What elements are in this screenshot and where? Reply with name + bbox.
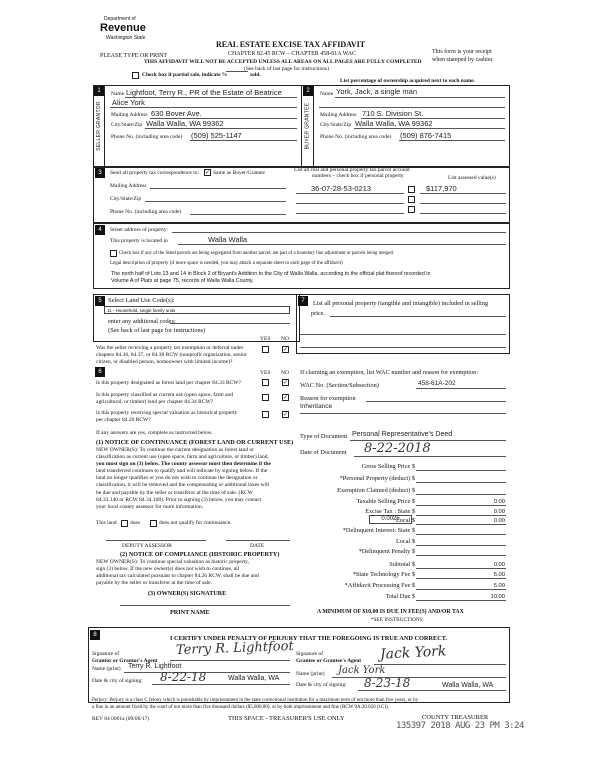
- does-not-label: does not qualify for continuance.: [159, 520, 232, 526]
- reason-label: Reason for exemption: [300, 395, 356, 402]
- doc-type-label: Type of Document: [300, 433, 348, 440]
- personal-property-label: List all personal property (tangible and intangible) included in selling: [313, 300, 489, 307]
- send-label: Send all property tax correspondence to:: [110, 170, 200, 176]
- personal-prop-checkbox-1[interactable]: [408, 186, 415, 193]
- rule: [319, 107, 505, 108]
- notice2-body: NEW OWNER(S): To continue special valuation as historic property, sign (3) below. If the new owner(s) does not wish to continue, all additional tax calculated pursuant to chapter 84.26 RCW, shall be due and payable by the seller or transferor at the time of sale.: [96, 559, 259, 587]
- historic-no-checkbox[interactable]: ✓: [283, 411, 289, 418]
- same-as-buyer-checkbox[interactable]: ✓: [205, 169, 211, 176]
- grantee-sig-label-1: Signature of: [296, 651, 324, 657]
- rule: [226, 540, 290, 541]
- rule: [296, 193, 404, 194]
- calc-rule: [416, 534, 506, 535]
- rule: [335, 97, 505, 98]
- section-4-number: 4: [95, 225, 105, 235]
- calc-label: Excise Tax : State $: [365, 508, 415, 515]
- assessed-value[interactable]: $117,970: [426, 184, 457, 193]
- grantor-name[interactable]: Terry R. Lightfoot: [128, 663, 182, 670]
- calc-label: Local $: [395, 538, 415, 545]
- section-7-number: 7: [298, 296, 308, 306]
- rule: [124, 672, 290, 673]
- rule: [190, 140, 297, 141]
- section-8-number: 8: [90, 630, 100, 640]
- rule: [300, 334, 506, 335]
- treasurer-space: THIS SPACE - TREASURER'S USE ONLY: [228, 715, 345, 722]
- grantee-name[interactable]: Jack York: [338, 665, 386, 676]
- section-6-number: 6: [95, 367, 105, 377]
- rule: [300, 347, 506, 348]
- seller-name-2[interactable]: Alice York: [112, 98, 145, 107]
- forest-yes-checkbox[interactable]: [262, 379, 269, 386]
- sec5-q1c: citizen, or disabled person, homeowner with limited income)?: [96, 359, 233, 365]
- buyer-phone[interactable]: (509) 876-7415: [400, 131, 452, 140]
- calc-value[interactable]: 0.00: [493, 562, 505, 568]
- land-use-select[interactable]: 11 - Household, single family units: [104, 306, 290, 314]
- sec5-q1b: chapters 84.36, 84.37, or 84.38 RCW (nonprofit organization, senior: [96, 352, 247, 358]
- legal-label: Legal description of property (if more space is needed, you may attach a separate sheet to each page of the affidavit): [110, 261, 343, 266]
- legal-line-2[interactable]: Volume A of Plats at page 75, records of Walla Walla County.: [111, 278, 254, 284]
- sec5-no: NO: [281, 336, 289, 342]
- section-2-number: 2: [303, 86, 313, 96]
- section-1-number: 1: [94, 86, 104, 96]
- logo-sub: Washington State: [106, 35, 146, 41]
- rule: [420, 203, 506, 204]
- rule: [296, 213, 404, 214]
- perjury-line-2: a fine in an amount fixed by the court of not more than five thousand dollars ($5,000.00), or by both imprisonment and fine (RCW 9A.20.020 (1C)).: [92, 705, 389, 710]
- sec6-q1: Is this property designated as forest land per chapter 84.33 RCW?: [96, 380, 241, 386]
- local-tax-rate[interactable]: 0.0025: [369, 515, 412, 524]
- buyer-name-label: Name: [320, 91, 334, 97]
- calc-value[interactable]: 0.00: [493, 518, 505, 524]
- logo-main: Revenue: [100, 22, 146, 34]
- rule: [125, 97, 297, 98]
- does-not-checkbox[interactable]: [150, 520, 157, 527]
- rule: [354, 128, 505, 129]
- rule: [296, 203, 404, 204]
- partial-percent-line[interactable]: [226, 71, 248, 72]
- does-label: does: [130, 520, 141, 526]
- buyer-mail-label: Mailing Address: [320, 112, 357, 118]
- seller-mail[interactable]: 630 Bover Ave.: [151, 109, 202, 118]
- calc-rule: [416, 568, 506, 569]
- form-title: REAL ESTATE EXCISE TAX AFFIDAVIT: [216, 40, 366, 49]
- calc-rule: [416, 589, 506, 590]
- parcel-header-1: List all real and personal property tax parcel account: [294, 167, 410, 173]
- calc-label: Exemption Claimed (deduct) $: [337, 487, 415, 494]
- form-warning: THIS AFFIDAVIT WILL NOT BE ACCEPTED UNLESS ALL AREAS ON ALL PAGES ARE FULLY COMPLETED: [144, 59, 422, 65]
- grantor-sig-label-2: Grantor or Grantor's Agent: [92, 658, 158, 664]
- calc-label: Local $: [395, 517, 415, 524]
- receipt-note-2: when stamped by cashier.: [432, 57, 494, 63]
- sec5-q1a: Was the seller receiving a property tax exemption or deferral under: [96, 345, 244, 351]
- wac-number[interactable]: 458-61A-202: [418, 380, 456, 387]
- calc-rule: [416, 470, 506, 471]
- rule: [374, 664, 506, 665]
- calc-rule: [416, 482, 506, 483]
- seller-band: SELLER GRANTOR: [93, 85, 105, 167]
- rule: [152, 684, 290, 685]
- calc-rule: [416, 600, 506, 601]
- legal-line-1[interactable]: The north half of Lots 13 and 14 in Block 2 of Bryant's Addition to the City of Walla Walla, according to the official plat thereof recorded in: [111, 271, 431, 277]
- seller-mail-label: Mailing Address: [111, 112, 148, 118]
- calc-rule: [416, 555, 506, 556]
- rule: [106, 540, 206, 541]
- calc-rule: [416, 494, 506, 495]
- current-use-no-checkbox[interactable]: ✓: [283, 394, 289, 401]
- seller-name[interactable]: Lightfoot, Terry R., PR of the Estate of Beatrice: [126, 88, 282, 97]
- notice1-title: (1) NOTICE OF CONTINUANCE (FOREST LAND OR CURRENT USE): [96, 439, 294, 446]
- corr-city-label: City/State/Zip: [110, 196, 142, 202]
- county-treasurer: COUNTY TREASURER: [422, 714, 489, 721]
- historic-yes-checkbox[interactable]: [262, 411, 269, 418]
- section-3-number: 3: [95, 168, 105, 178]
- calc-rule: [416, 545, 506, 546]
- calc-label: Total Due $: [385, 593, 415, 600]
- seller-city-label: City/State/Zip: [111, 122, 143, 128]
- notice1-body: NEW OWNER(S): To continue the current designation as forest land or classification as current use (open space, farm and agriculture, or timber) land, you must sign on (3) below. The county assessor must then determine if the land transferred continues to qualify and will indicate by signing below. If the land no longer qualifies or you do not wish to continue the designation or classification, it will be removed and the compensating or additional taxes will be due and payable by the seller or transferor at the time of sale. (RCW 84.33.140 or RCW 84.34.108). Prior to signing (3) below, you may contact your local county assessor for more information.: [96, 447, 271, 510]
- sec6-q3b: per chapter 84.26 RCW?: [96, 417, 151, 423]
- received-stamp: 135397 2018 AUG 23 PM 3:24: [396, 721, 524, 731]
- grantor-date-label: Date & city of signing:: [92, 678, 143, 684]
- back-note: (See back of last page for instructions): [244, 66, 329, 72]
- sec5-yes-checkbox[interactable]: [262, 346, 269, 353]
- logo-top: Department of: [104, 16, 136, 22]
- personal-prop-checkbox-2[interactable]: [408, 196, 415, 203]
- doc-date[interactable]: 8-22-2018: [364, 441, 431, 456]
- print-name-label: PRINT NAME: [170, 609, 210, 616]
- buyer-city-label: City/State/Zip: [320, 122, 352, 128]
- please-type: PLEASE TYPE OR PRINT: [100, 53, 168, 59]
- grantor-signature[interactable]: Terry R. Lightfoot: [175, 638, 294, 659]
- calc-value[interactable]: 10.00: [490, 594, 505, 600]
- certify-statement: I CERTIFY UNDER PENALTY OF PERJURY THAT THE FOREGOING IS TRUE AND CORRECT.: [170, 635, 448, 642]
- calc-label: *Personal Property (deduct) $: [339, 475, 415, 482]
- located-label: This property is located in: [110, 238, 168, 244]
- calc-value[interactable]: 5.00: [493, 583, 505, 589]
- grantor-sig-label-1: Signature of: [92, 651, 120, 657]
- rule: [170, 323, 290, 324]
- receipt-note-1: This form is your receipt: [432, 49, 492, 55]
- grantee-signature[interactable]: Jack York: [379, 643, 447, 663]
- calc-label: *State Technology Fee $: [352, 571, 415, 578]
- doc-date-label: Date of Document: [300, 449, 347, 456]
- calc-label: *Delinquent Penalty $: [358, 548, 415, 555]
- rule: [190, 214, 286, 215]
- rule: [170, 660, 290, 661]
- calc-value[interactable]: 0.00: [493, 499, 505, 505]
- rule: [416, 388, 506, 389]
- buyer-name[interactable]: York, Jack, a single man: [336, 87, 418, 96]
- calc-label: *Affidavit Processing Fee $: [344, 582, 415, 589]
- corr-mail-label: Mailing Address: [110, 183, 147, 189]
- section-5-number: 5: [95, 296, 105, 306]
- sec5-yes: YES: [260, 336, 271, 342]
- calc-label: *Delinquent Interest: State $: [342, 527, 415, 534]
- form-chapter: CHAPTER 82.45 RCW – CHAPTER 458-61A WAC: [228, 51, 356, 57]
- rule: [420, 193, 506, 194]
- this-land-label: This land: [96, 520, 117, 526]
- located-city[interactable]: Walla Walla: [208, 235, 248, 244]
- rule: [399, 140, 505, 141]
- grantee-city[interactable]: Walla Walla, WA: [442, 682, 494, 689]
- sec6-yes: YES: [260, 370, 271, 376]
- assessed-header: List assessed value(s): [448, 175, 496, 181]
- calc-label: Taxable Selling Price $: [356, 498, 415, 505]
- rule: [110, 107, 297, 108]
- parcel-header-2: numbers – check box if personal property: [312, 173, 404, 179]
- sec6-no: NO: [281, 370, 289, 376]
- calc-rule: [416, 578, 506, 579]
- rule: [150, 188, 286, 189]
- segregated-checkbox[interactable]: [110, 250, 117, 257]
- rule: [178, 244, 506, 245]
- rule: [145, 128, 297, 129]
- rule: [366, 401, 506, 402]
- rule: [172, 232, 506, 233]
- same-label: Same as Buyer/Grantee: [213, 170, 265, 176]
- does-checkbox[interactable]: [121, 520, 128, 527]
- buyer-mail[interactable]: 710 S. Division St.: [362, 109, 424, 118]
- rule: [332, 677, 506, 678]
- calc-rule: [416, 505, 506, 506]
- forest-no-checkbox[interactable]: ✓: [283, 379, 289, 386]
- corr-phone-label: Phone No. (including area code): [110, 209, 182, 215]
- exemption-label: If claiming an exemption, list WAC number and reason for exemption:: [300, 369, 479, 376]
- date-label: DATE: [250, 543, 265, 549]
- notice2-title: (2) NOTICE OF COMPLIANCE (HISTORIC PROPERTY): [120, 551, 280, 558]
- partial-sale-label: Check box if partial sale, indicate %: [142, 72, 228, 78]
- see-back-label: (See back of last page for instructions): [108, 327, 206, 334]
- calc-label: Subtotal $: [389, 561, 415, 568]
- calc-rule: [416, 515, 506, 516]
- grantee-date-label: Date & city of signing:: [296, 682, 347, 688]
- rule: [300, 413, 506, 414]
- calc-label: Gross Selling Price $: [361, 463, 415, 470]
- seller-phone[interactable]: (509) 525-1147: [191, 131, 242, 140]
- rule: [420, 213, 506, 214]
- rule: [354, 456, 506, 457]
- street-label: Street address of property:: [110, 227, 169, 233]
- grantor-name-label: Name (print): [92, 666, 121, 672]
- additional-codes-label: enter any additional codes:: [108, 318, 176, 325]
- sold-label: sold.: [250, 72, 261, 78]
- sec5-no-checkbox[interactable]: ✓: [283, 346, 289, 353]
- rule: [145, 201, 286, 202]
- see-instructions: *SEE INSTRUCTIONS: [371, 617, 423, 623]
- buyer-city[interactable]: Walla Walla, WA 99362: [355, 119, 433, 128]
- grantee-name-label: Name (print): [296, 671, 325, 677]
- price-label: price.: [311, 310, 326, 317]
- calc-value[interactable]: 0.00: [493, 509, 505, 515]
- perjury-line-1: Perjury: Perjury is a class C felony which is punishable by imprisonment in the state correctional institution for a maximum term of not more than five years, or by: [92, 698, 419, 703]
- current-use-yes-checkbox[interactable]: [262, 394, 269, 401]
- grantor-city[interactable]: Walla Walla, WA: [228, 675, 280, 682]
- wac-label: WAC No. (Section/Subsection): [300, 382, 379, 389]
- buyer-band: BUYER GRANTEE: [302, 85, 314, 167]
- buyer-phone-label: Phone No. (including area code): [320, 134, 392, 140]
- deputy-label: DEPUTY ASSESSOR: [122, 543, 172, 549]
- calc-value[interactable]: 5.00: [493, 572, 505, 578]
- grantor-date[interactable]: 8-22-18: [160, 670, 207, 684]
- sec6-q3a: Is this property receiving special valuation as historical property: [96, 410, 238, 416]
- sec6-q2b: agricultural, or timber) land per chapter 84.34 RCW?: [96, 399, 214, 405]
- seller-city[interactable]: Walla Walla, WA 99362: [146, 119, 224, 128]
- personal-prop-checkbox-3[interactable]: [408, 206, 415, 213]
- reason-value[interactable]: Inheritance: [300, 403, 333, 410]
- grantee-sig-label-2: Grantee or Grantee's Agent: [296, 658, 362, 664]
- seller-phone-label: Phone No. (including area code): [111, 134, 183, 140]
- sec6-q2a: Is this property classified as current use (open space, farm and: [96, 392, 233, 398]
- owner-sig-label: (3) OWNER(S) SIGNATURE: [148, 590, 227, 597]
- rule: [358, 690, 506, 691]
- partial-sale-checkbox[interactable]: [132, 72, 139, 79]
- rev-number: REV 84 0001a (09/06/17): [92, 716, 150, 722]
- parcel-number[interactable]: 36-07-28-53-0213: [311, 184, 372, 193]
- seller-name-label: Name: [111, 91, 125, 97]
- segregated-label: Check box if any of the listed parcels are being segregated from another parcel, are part of a boundary line adjustment or parcels being merged.: [119, 251, 395, 256]
- calc-rule: [416, 524, 506, 525]
- land-use-label: Select Land Use Code(s):: [108, 297, 175, 304]
- minimum-note: A MINIMUM OF $10.00 IS DUE IN FEE(S) AND/OR TAX: [317, 609, 464, 615]
- doc-type[interactable]: Personal Representative's Deed: [352, 431, 453, 438]
- owner-signature-line[interactable]: [120, 605, 290, 606]
- rule: [330, 316, 506, 317]
- if-any-label: If any answers are yes, complete as instructed below.: [96, 430, 213, 436]
- ownership-header: List percentage of ownership acquired next to each name.: [340, 78, 475, 84]
- grantee-date[interactable]: 8-23-18: [364, 676, 411, 690]
